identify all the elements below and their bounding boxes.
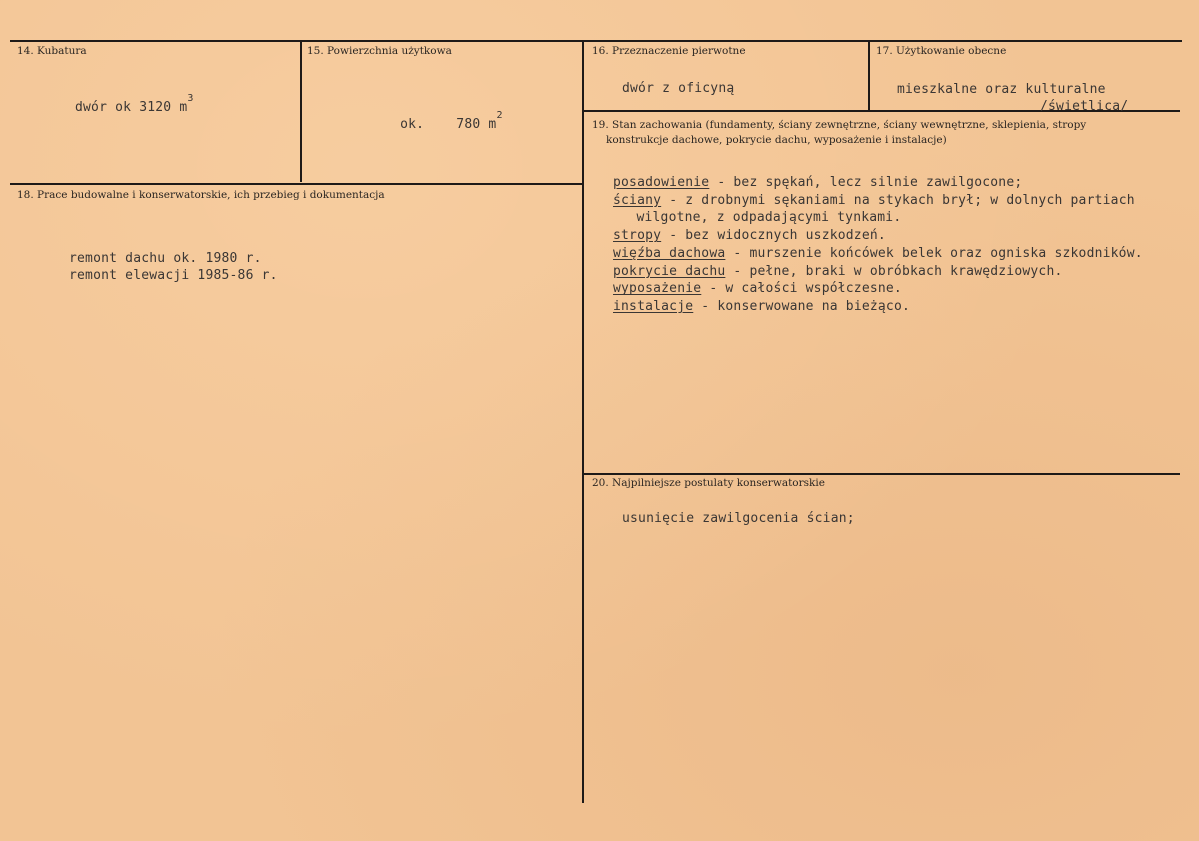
- field-17-value-line1: mieszkalne oraz kulturalne: [897, 82, 1106, 97]
- field-18-line-2: remont elewacji 1985-86 r.: [69, 268, 278, 283]
- field-15-label: 15. Powierzchnia użytkowa: [307, 45, 452, 57]
- stan-term: wyposażenie: [613, 281, 702, 297]
- field-16-label: 16. Przeznaczenie pierwotne: [592, 45, 746, 57]
- stan-item-instalacje: [613, 298, 1143, 316]
- field-14-label: 14. Kubatura: [17, 45, 87, 57]
- stan-term: pokrycie dachu: [613, 263, 726, 279]
- divider-16-17: [868, 41, 870, 111]
- stan-item-sciany-cont: [613, 209, 1143, 227]
- field-15-value: [368, 99, 503, 151]
- stan-item-pokrycie: [613, 263, 1143, 281]
- field-16-value: dwór z oficyną: [622, 81, 735, 96]
- stan-text: - murszenie końcówek belek oraz ogniska szkodników.: [725, 245, 1143, 261]
- stan-term: ściany: [613, 192, 662, 208]
- field-17-label: 17. Użytkowanie obecne: [876, 45, 1007, 57]
- field-19-label-line1: 19. Stan zachowania (fundamenty, ściany zewnętrzne, ściany wewnętrzne, sklepienia, stropy: [592, 119, 1087, 131]
- stan-item-wiezba: [613, 245, 1143, 263]
- stan-item-stropy: [613, 227, 1143, 245]
- divider-14-15: [300, 41, 302, 182]
- stan-item-posadowienie: [613, 174, 1143, 192]
- divider-left-right: [582, 41, 584, 803]
- field-19-items: [613, 174, 1143, 316]
- field-18-label: 18. Prace budowalne i konserwatorskie, ich przebieg i dokumentacja: [17, 189, 385, 201]
- field-20-label: 20. Najpilniejsze postulaty konserwatorskie: [592, 477, 825, 489]
- stan-term: posadowienie: [613, 175, 710, 190]
- stan-text: - bez widocznych uszkodzeń.: [661, 228, 886, 244]
- stan-term: więźba dachowa: [613, 245, 726, 261]
- stan-text: - konserwowane na bieżąco.: [693, 298, 911, 314]
- field-15-text: ok. 780 m: [400, 117, 497, 132]
- stan-text: - w całości współczesne.: [701, 281, 902, 297]
- stan-text: wilgotne, z odpadającymi tynkami.: [636, 210, 902, 226]
- field-14-unit-exponent: 3: [187, 93, 194, 104]
- stan-term: instalacje: [613, 298, 694, 314]
- stan-term: stropy: [613, 228, 662, 244]
- field-15-unit-exponent: 2: [496, 110, 503, 121]
- top-rule: [10, 40, 1182, 42]
- field-14-text: dwór ok 3120 m: [75, 100, 188, 115]
- stan-text: - bez spękań, lecz silnie zawilgocone;: [709, 175, 1023, 190]
- field-20-value: usunięcie zawilgocenia ścian;: [622, 511, 855, 526]
- stan-item-sciany: [613, 192, 1143, 210]
- field-18-line-1: remont dachu ok. 1980 r.: [69, 251, 262, 266]
- field-19-label-line2: konstrukcje dachowe, pokrycie dachu, wyposażenie i instalacje): [606, 134, 947, 146]
- field-17-value-line2: /świetlica/: [1040, 99, 1129, 114]
- stan-item-wyposazenie: [613, 280, 1143, 298]
- stan-text: - z drobnymi sękaniami na stykach brył; w dolnych partiach: [661, 192, 1135, 208]
- stan-text: - pełne, braki w obróbkach krawędziowych.: [725, 263, 1063, 279]
- rule-above-20: [583, 473, 1180, 475]
- rule-under-14-15: [10, 183, 583, 185]
- field-14-value: [75, 93, 194, 117]
